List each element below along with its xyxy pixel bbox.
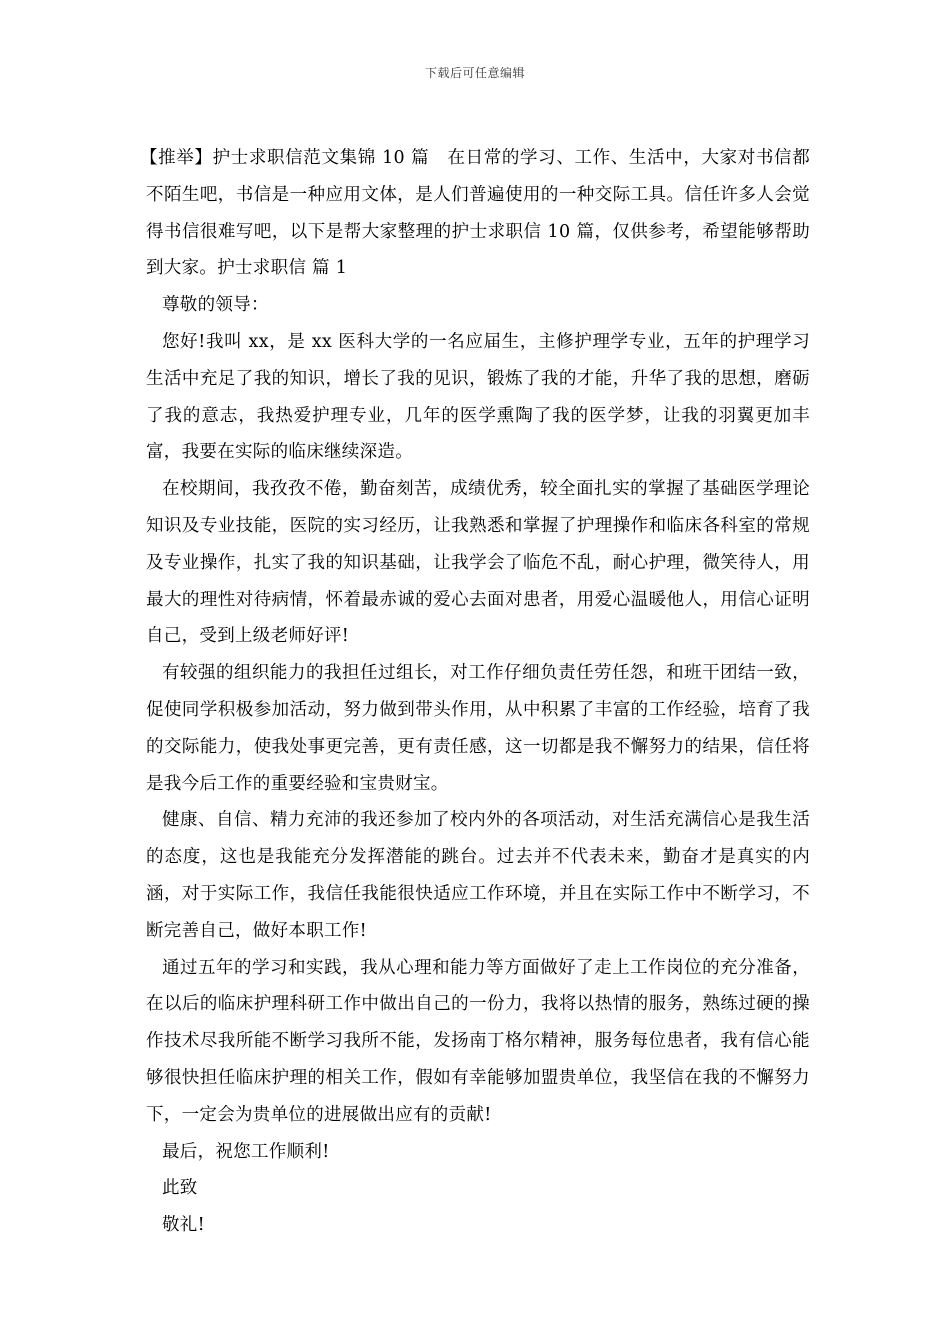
intro-paragraph: 【推举】护士求职信范文集锦 10 篇 在日常的学习、工作、生活中，大家对书信都不陌生吧，书信是一种应用文体，是人们普遍使用的一种交际工具。信任许多人会觉得书信很难写吧，以下是帮大家整理的护士求职信 10 篇，仅供参考，希望能够帮助到大家。护士求职信 篇 1	[140, 148, 810, 279]
body-paragraph-2: 在校期间，我孜孜不倦，勤奋刻苦，成绩优秀，较全面扎实的掌握了基础医学理论知识及专业技能，医院的实习经历，让我熟悉和掌握了护理操作和临床各科室的常规及专业操作，扎实了我的知识基础，让我学会了临危不乱，耐心护理，微笑待人，用最大的理性对待病情，怀着最赤诚的爱心去面对患者，用爱心温暖他人，用信心证明自己，受到上级老师好评!	[146, 479, 810, 647]
page-header-note: 下载后可任意编辑	[424, 66, 525, 80]
body-paragraph-5: 通过五年的学习和实践，我从心理和能力等方面做好了走上工作岗位的充分准备，在以后的临床护理科研工作中做出自己的一份力，我将以热情的服务，熟练过硬的操作技术尽我所能不断学习我所不能，发扬南丁格尔精神，服务每位患者，我有信心能够很快担任临床护理的相关工作，假如有幸能够加盟贵单位，我坚信在我的不懈努力下，一定会为贵单位的进展做出应有的贡献!	[146, 957, 810, 1125]
sign-off-line-1: 此致	[162, 1178, 198, 1199]
letter-body	[140, 140, 810, 1244]
body-paragraph-1: 您好!我叫 xx，是 xx 医科大学的一名应届生，主修护理学专业，五年的护理学习生活中充足了我的知识，增长了我的见识，锻炼了我的才能，升华了我的思想，磨砺了我的意志，我热爱护理专业，几年的医学熏陶了我的医学梦，让我的羽翼更加丰富，我要在实际的临床继续深造。	[146, 331, 810, 463]
sign-off-line-2: 敬礼!	[162, 1215, 205, 1236]
salutation: 尊敬的领导：	[162, 295, 269, 316]
body-paragraph-3: 有较强的组织能力的我担任过组长，对工作仔细负责任劳任怨，和班干团结一致，促使同学积极参加活动，努力做到带头作用，从中积累了丰富的工作经验，培育了我的交际能力，使我处事更完善，更有责任感，这一切都是我不懈努力的结果，信任将是我今后工作的重要经验和宝贵财宝。	[146, 663, 810, 794]
closing-line: 最后，祝您工作顺利!	[162, 1141, 330, 1162]
body-paragraph-4: 健康、自信、精力充沛的我还参加了校内外的各项活动，对生活充满信心是我生活的态度，这也是我能充分发挥潜能的跳台。过去并不代表未来，勤奋才是真实的内涵，对于实际工作，我信任我能很快适应工作环境，并且在实际工作中不断学习，不断完善自己，做好本职工作!	[146, 810, 810, 941]
